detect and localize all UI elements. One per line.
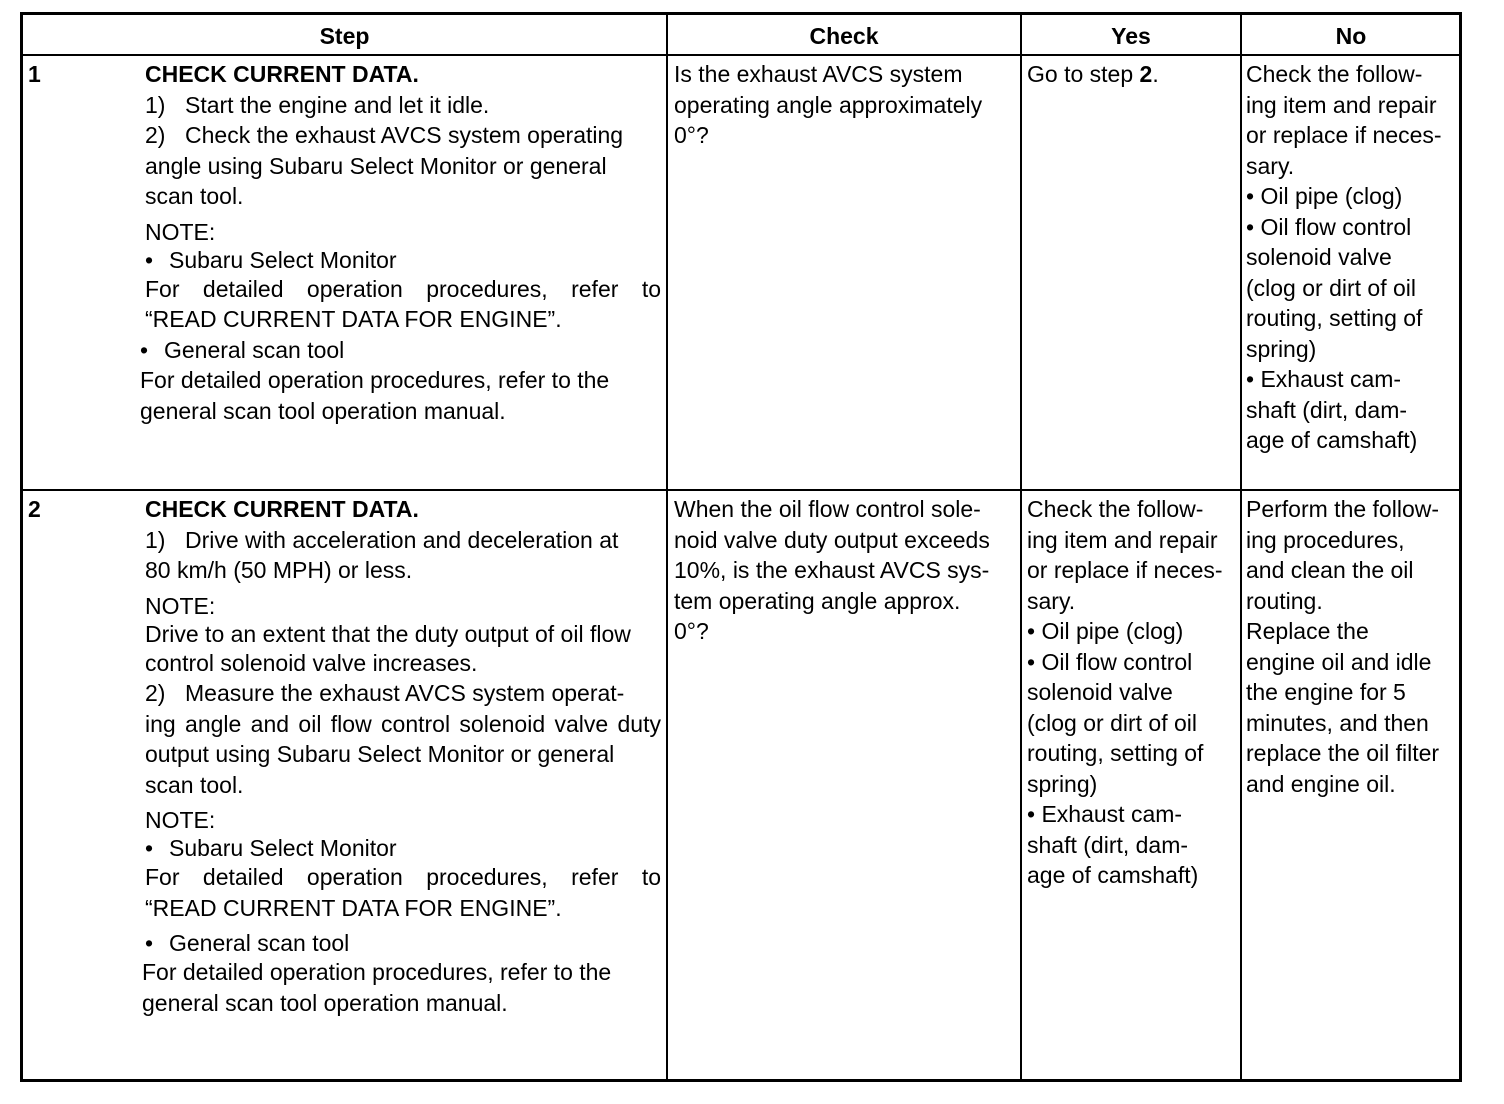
yes-line: routing, setting of [1027, 740, 1204, 766]
yes-line: shaft (dirt, dam- [1027, 831, 1189, 858]
step-content [140, 59, 661, 426]
column-divider [666, 15, 668, 1079]
column-divider [1240, 15, 1242, 1079]
step-text-line: ing angle and oil flow control solenoid valve duty [145, 710, 661, 737]
header-check: Check [809, 23, 879, 49]
check-line: tem operating angle approx. [674, 587, 961, 614]
check-line: operating angle approximately [674, 91, 983, 118]
no-cell [1246, 494, 1460, 799]
yes-line: Check the follow- [1027, 496, 1204, 522]
step-number: 2 [28, 496, 41, 522]
no-line: routing, setting of [1246, 305, 1423, 331]
yes-text: Go to step [1027, 61, 1140, 87]
no-line: • Oil pipe (clog) [1246, 183, 1403, 209]
header-divider [23, 54, 1459, 56]
yes-line: or replace if neces- [1027, 557, 1223, 583]
step-text-line: angle using Subaru Select Monitor or general [145, 152, 607, 179]
yes-line: age of camshaft) [1027, 862, 1199, 888]
step-instruction: 1) Start the engine and let it idle. [145, 91, 490, 118]
no-line: minutes, and then [1246, 709, 1429, 736]
check-line: 0°? [674, 122, 709, 148]
check-line: 10%, is the exhaust AVCS sys- [674, 557, 990, 583]
step-instruction: 1) Drive with acceleration and deceleration at [145, 526, 619, 553]
yes-line: • Oil pipe (clog) [1027, 618, 1184, 644]
check-cell [674, 59, 1016, 151]
yes-cell [1027, 59, 1237, 90]
no-line: sary. [1246, 152, 1295, 179]
header-step: Step [319, 23, 370, 49]
row-divider [23, 489, 1459, 491]
yes-text-end: . [1152, 61, 1159, 87]
check-line: Is the exhaust AVCS system [674, 61, 963, 87]
step-text-line: scan tool. [145, 771, 244, 798]
no-line: and clean the oil [1246, 557, 1414, 583]
yes-line: • Exhaust cam- [1027, 801, 1183, 827]
no-line: • Exhaust cam- [1246, 366, 1402, 392]
step-content [142, 494, 661, 1018]
no-line: ing item and repair [1246, 91, 1437, 118]
no-line: (clog or dirt of oil [1246, 274, 1417, 301]
no-line: Perform the follow- [1246, 496, 1440, 522]
step-title: CHECK CURRENT DATA. [145, 61, 419, 87]
yes-line: solenoid valve [1027, 679, 1173, 705]
step-text-line: “READ CURRENT DATA FOR ENGINE”. [145, 894, 562, 921]
no-line: routing. [1246, 587, 1323, 614]
no-line: shaft (dirt, dam- [1246, 396, 1408, 423]
no-line: age of camshaft) [1246, 427, 1418, 453]
no-line: and engine oil. [1246, 770, 1396, 797]
step-text-line: For detailed operation procedures, refer to [145, 275, 661, 302]
step-text-line: For detailed operation procedures, refer to the [142, 959, 612, 985]
step-text-line: For detailed operation procedures, refer to the [140, 367, 610, 393]
check-line: 0°? [674, 618, 709, 644]
note-label: NOTE: [145, 218, 216, 245]
step-number: 1 [28, 61, 41, 87]
no-line: or replace if neces- [1246, 122, 1442, 148]
step-reference: 2 [1139, 61, 1153, 87]
yes-line: (clog or dirt of oil [1027, 709, 1198, 736]
bullet-item: • General scan tool [145, 929, 661, 957]
check-cell [674, 494, 1018, 647]
step-text-line: 80 km/h (50 MPH) or less. [145, 557, 413, 583]
no-line: solenoid valve [1246, 244, 1392, 270]
yes-line: ing item and repair [1027, 526, 1218, 553]
bullet-item: • Subaru Select Monitor [145, 834, 661, 862]
step-title: CHECK CURRENT DATA. [145, 496, 419, 522]
no-line: engine oil and idle [1246, 648, 1432, 675]
yes-line: spring) [1027, 770, 1098, 797]
step-text-line: general scan tool operation manual. [140, 397, 506, 424]
no-line: spring) [1246, 335, 1317, 362]
check-line: When the oil flow control sole- [674, 496, 981, 522]
no-line: Replace the [1246, 618, 1369, 644]
step-text-line: control solenoid valve increases. [145, 649, 478, 676]
note-label: NOTE: [145, 592, 216, 619]
check-line: noid valve duty output exceeds [674, 526, 990, 553]
note-label: NOTE: [145, 807, 216, 833]
step-text-line: general scan tool operation manual. [142, 989, 508, 1016]
step-text-line: scan tool. [145, 183, 244, 209]
step-text-line: “READ CURRENT DATA FOR ENGINE”. [145, 306, 562, 332]
yes-cell [1027, 494, 1239, 891]
step-text-line: For detailed operation procedures, refer to [145, 864, 661, 890]
bullet-item: • General scan tool [140, 335, 661, 366]
no-line: • Oil flow control [1246, 213, 1412, 240]
diagnostic-table [20, 12, 1462, 1082]
column-divider [1020, 15, 1022, 1079]
no-line: the engine for 5 [1246, 679, 1406, 705]
step-text-line: Drive to an extent that the duty output of oil flow [145, 620, 631, 647]
no-line: replace the oil filter [1246, 740, 1440, 766]
no-line: Check the follow- [1246, 61, 1423, 87]
no-cell [1246, 59, 1460, 456]
step-text-line: output using Subaru Select Monitor or general [145, 741, 615, 767]
bullet-item: • Subaru Select Monitor [145, 246, 661, 274]
yes-line: • Oil flow control [1027, 648, 1193, 675]
step-instruction: 2) Measure the exhaust AVCS system operat- [145, 680, 625, 706]
no-line: ing procedures, [1246, 526, 1405, 553]
header-no: No [1335, 23, 1367, 49]
header-yes: Yes [1111, 23, 1151, 49]
step-instruction: 2) Check the exhaust AVCS system operating [145, 122, 624, 148]
yes-line: sary. [1027, 587, 1076, 614]
